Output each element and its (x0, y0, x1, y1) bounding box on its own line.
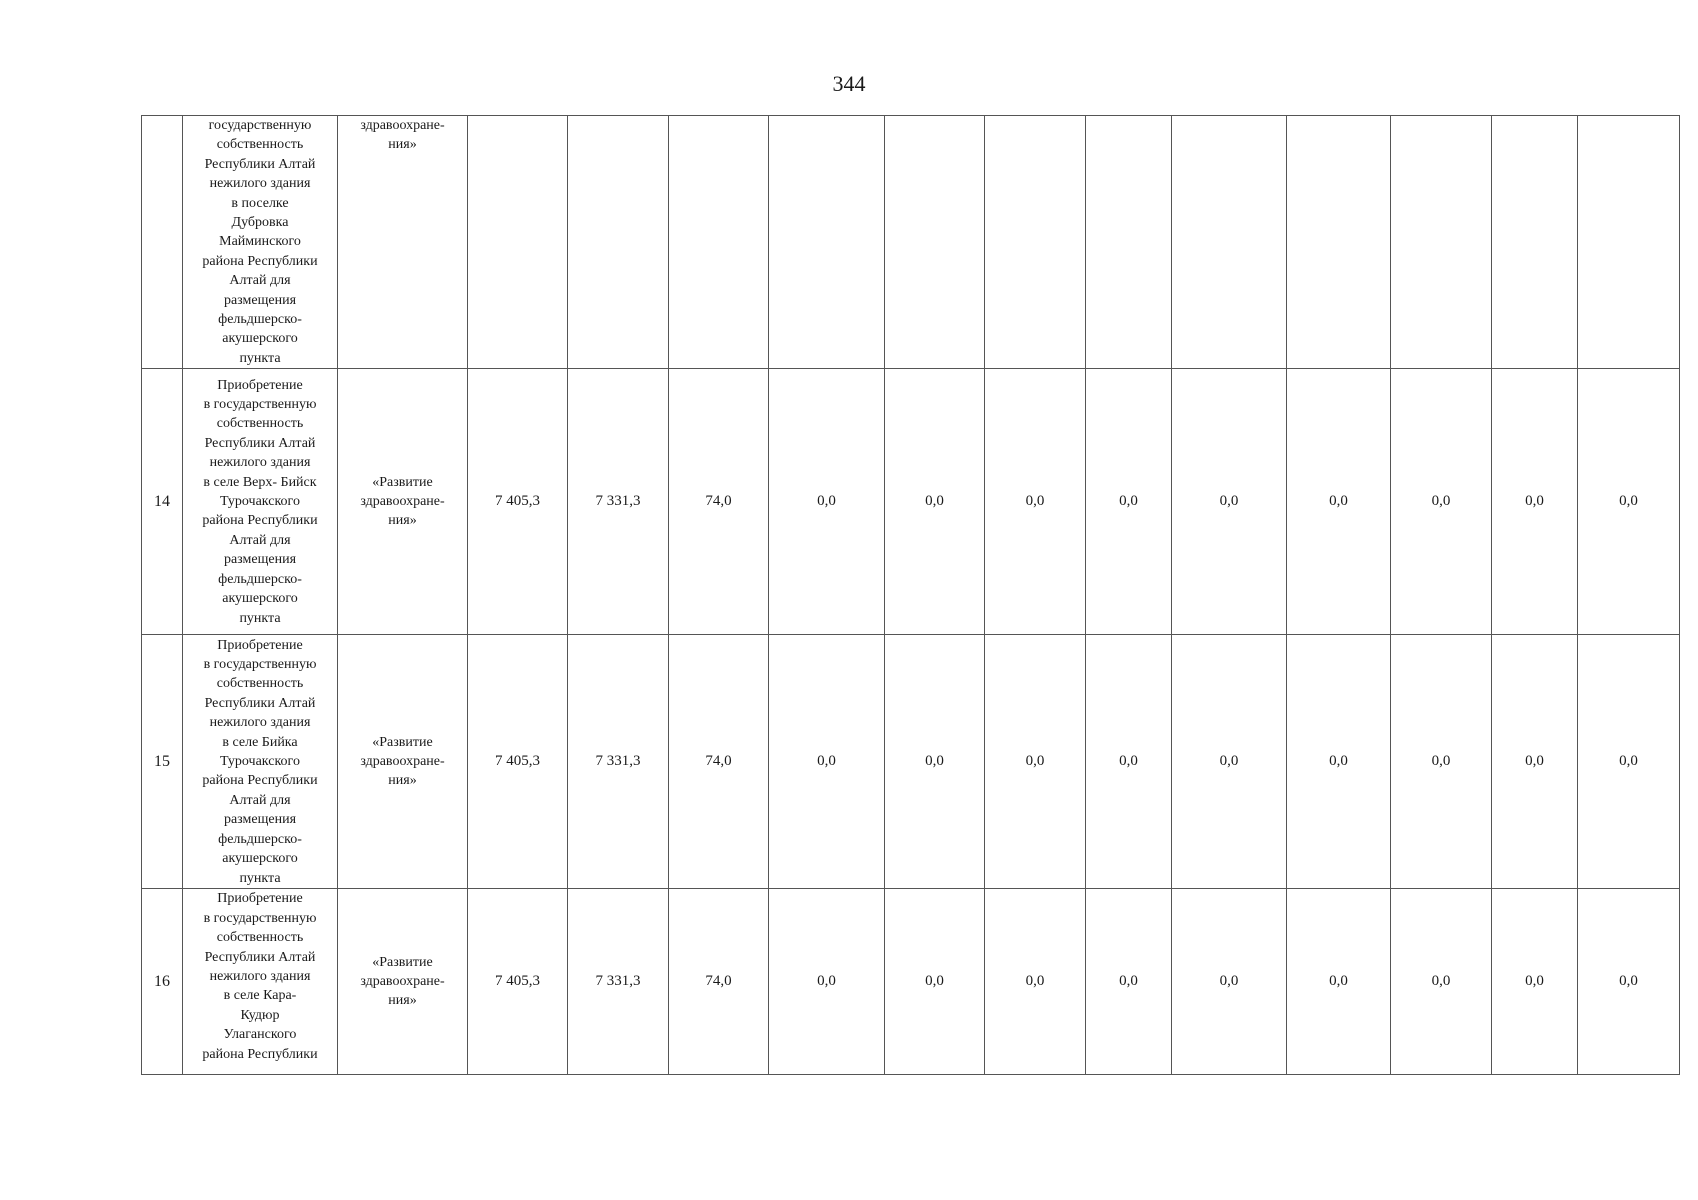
value-cell: 0,0 (1492, 889, 1578, 1075)
value-cell: 0,0 (885, 369, 985, 635)
value-cell: 7 331,3 (568, 369, 669, 635)
value-cell: 0,0 (1086, 369, 1172, 635)
value-cell (1492, 116, 1578, 369)
value-cell: 0,0 (1172, 635, 1287, 889)
value-cell: 0,0 (1172, 889, 1287, 1075)
row-number: 14 (142, 369, 183, 635)
value-cell: 0,0 (985, 889, 1086, 1075)
program-name: здравоохране- ния» (338, 116, 468, 369)
value-cell: 7 405,3 (468, 635, 568, 889)
program-name: «Развитие здравоохране- ния» (338, 889, 468, 1075)
table-row (142, 369, 1680, 635)
value-cell (1287, 116, 1391, 369)
page-number: 344 (832, 71, 866, 96)
value-cell: 74,0 (669, 369, 769, 635)
budget-table (141, 115, 1680, 1075)
value-cell: 7 331,3 (568, 889, 669, 1075)
value-cell: 0,0 (985, 369, 1086, 635)
value-cell: 7 405,3 (468, 369, 568, 635)
value-cell: 0,0 (1086, 889, 1172, 1075)
value-cell: 0,0 (769, 889, 885, 1075)
value-cell: 0,0 (985, 635, 1086, 889)
value-cell: 0,0 (769, 635, 885, 889)
object-name: Приобретение в государственную собственность Республики Алтай нежилого здания в селе Кара- Кудюр Улаганского района Республики (183, 889, 338, 1075)
value-cell: 74,0 (669, 889, 769, 1075)
program-name: «Развитие здравоохране- ния» (338, 635, 468, 889)
value-cell: 0,0 (1578, 889, 1680, 1075)
value-cell: 0,0 (1391, 889, 1492, 1075)
value-cell: 0,0 (1086, 635, 1172, 889)
program-name: «Развитие здравоохране- ния» (338, 369, 468, 635)
value-cell (769, 116, 885, 369)
value-cell (885, 116, 985, 369)
value-cell (1172, 116, 1287, 369)
object-name: Приобретение в государственную собственность Республики Алтай нежилого здания в селе Бийка Турочакского района Республики Алтай для размещения фельдшерско- акушерского пункта (183, 635, 338, 889)
value-cell: 0,0 (1391, 369, 1492, 635)
table-row (142, 889, 1680, 1075)
table-row (142, 116, 1680, 369)
object-name: государственную собственность Республики Алтай нежилого здания в поселке Дубровка Майминского района Республики Алтай для размещения фельдшерско- акушерского пункта (183, 116, 338, 369)
value-cell (1578, 116, 1680, 369)
value-cell (568, 116, 669, 369)
value-cell: 0,0 (1287, 369, 1391, 635)
value-cell (1391, 116, 1492, 369)
row-number: 15 (142, 635, 183, 889)
row-number: 16 (142, 889, 183, 1075)
value-cell: 7 405,3 (468, 889, 568, 1075)
value-cell: 0,0 (1172, 369, 1287, 635)
value-cell: 0,0 (1578, 369, 1680, 635)
value-cell (1086, 116, 1172, 369)
value-cell: 0,0 (1287, 889, 1391, 1075)
value-cell: 0,0 (1287, 635, 1391, 889)
value-cell: 0,0 (769, 369, 885, 635)
object-name: Приобретение в государственную собственность Республики Алтай нежилого здания в селе Верх- Бийск Турочакского района Республики Алтай для размещения фельдшерско- акушерского пункта (183, 369, 338, 635)
value-cell: 7 331,3 (568, 635, 669, 889)
value-cell: 0,0 (1578, 635, 1680, 889)
row-number (142, 116, 183, 369)
value-cell: 0,0 (1492, 635, 1578, 889)
table-row (142, 635, 1680, 889)
value-cell (468, 116, 568, 369)
value-cell (985, 116, 1086, 369)
value-cell: 74,0 (669, 635, 769, 889)
value-cell: 0,0 (1492, 369, 1578, 635)
value-cell: 0,0 (885, 889, 985, 1075)
value-cell (669, 116, 769, 369)
value-cell: 0,0 (1391, 635, 1492, 889)
value-cell: 0,0 (885, 635, 985, 889)
